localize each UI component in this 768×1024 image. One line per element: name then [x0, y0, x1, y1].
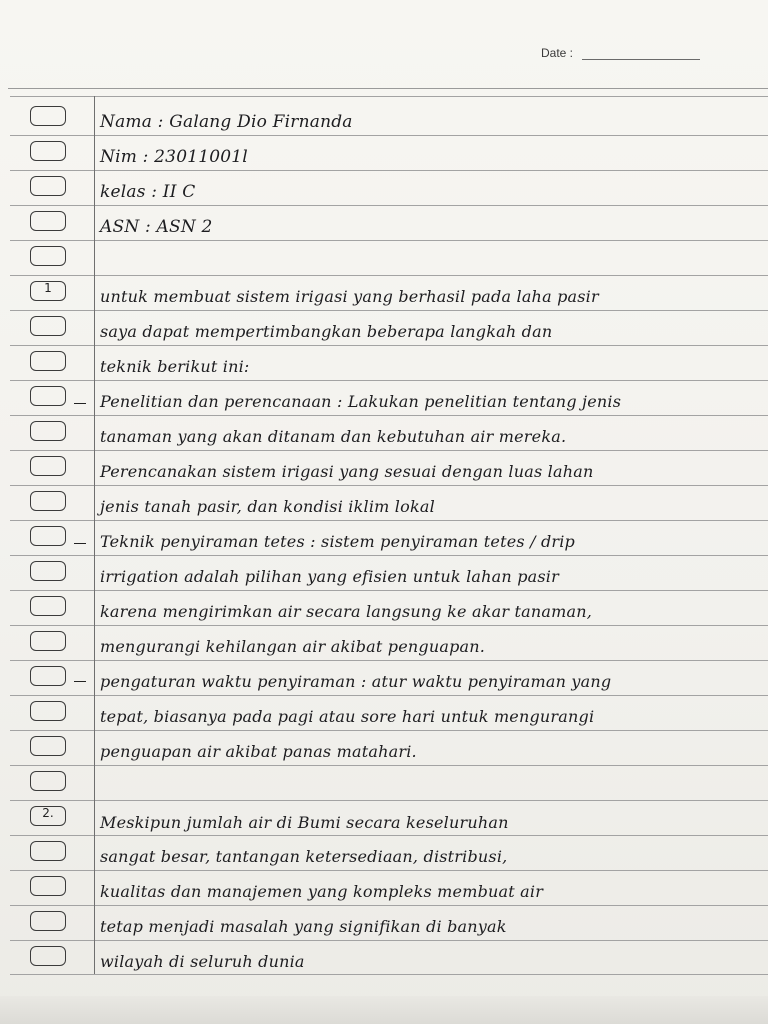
point1-line: tanaman yang akan ditanam dan kebutuhan air mereka.	[100, 427, 567, 446]
checkbox-label: 2.	[42, 806, 54, 820]
checkbox[interactable]	[30, 491, 66, 511]
checkbox[interactable]	[30, 526, 66, 546]
ruled-line	[10, 310, 768, 311]
date-label: Date :	[541, 46, 574, 60]
bullet-dash	[74, 403, 86, 404]
point2-line: mengurangi kehilangan air akibat penguapan.	[100, 637, 486, 656]
checkbox[interactable]	[30, 736, 66, 756]
ruled-line	[10, 520, 768, 521]
checkbox[interactable]	[30, 596, 66, 616]
checkbox[interactable]	[30, 246, 66, 266]
checkbox[interactable]	[30, 911, 66, 931]
student-class: kelas : II C	[100, 182, 196, 202]
ruled-line	[10, 96, 768, 97]
student-asn: ASN : ASN 2	[100, 217, 213, 237]
point1-line: Perencanakan sistem irigasi yang sesuai dengan luas lahan	[100, 462, 594, 481]
checkbox[interactable]	[30, 841, 66, 861]
point3-line: pengaturan waktu penyiraman : atur waktu penyiraman yang	[100, 672, 612, 691]
checkbox[interactable]	[30, 106, 66, 126]
checkbox[interactable]	[30, 211, 66, 231]
checkbox[interactable]	[30, 946, 66, 966]
ruled-line	[10, 905, 768, 906]
ruled-line	[10, 345, 768, 346]
ruled-line	[10, 625, 768, 626]
student-name: Nama : Galang Dio Firnanda	[100, 112, 353, 132]
checkbox[interactable]	[30, 771, 66, 791]
checkbox[interactable]	[30, 386, 66, 406]
checkbox[interactable]	[30, 351, 66, 371]
checkbox[interactable]	[30, 701, 66, 721]
point1-line: jenis tanah pasir, dan kondisi iklim lokal	[100, 497, 435, 516]
checkbox[interactable]	[30, 176, 66, 196]
ruled-line	[10, 590, 768, 591]
checkbox[interactable]	[30, 421, 66, 441]
page-bottom-edge	[0, 996, 768, 1024]
ruled-line	[10, 415, 768, 416]
point2-line: Teknik penyiraman tetes : sistem penyiraman tetes / drip	[100, 532, 576, 551]
ruled-line	[10, 450, 768, 451]
ruled-line	[10, 800, 768, 801]
date-line	[582, 59, 700, 60]
ruled-line	[10, 974, 768, 975]
point3-line: tepat, biasanya pada pagi atau sore hari untuk mengurangi	[100, 707, 595, 726]
answer2-line: sangat besar, tantangan ketersediaan, distribusi,	[100, 847, 508, 866]
ruled-line	[10, 485, 768, 486]
bullet-dash	[74, 681, 86, 682]
ruled-line	[10, 135, 768, 136]
checkbox-question-1[interactable]	[30, 281, 66, 301]
answer2-line: tetap menjadi masalah yang signifikan di banyak	[100, 917, 507, 936]
checkbox[interactable]	[30, 316, 66, 336]
point2-line: karena mengirimkan air secara langsung ke akar tanaman,	[100, 602, 593, 621]
header-rule	[8, 88, 768, 89]
answer2-line: wilayah di seluruh dunia	[100, 952, 305, 971]
ruled-line	[10, 940, 768, 941]
ruled-line	[10, 730, 768, 731]
checkbox-question-2[interactable]	[30, 806, 66, 826]
answer1-line: teknik berikut ini:	[100, 357, 250, 376]
ruled-line	[10, 240, 768, 241]
ruled-line	[10, 695, 768, 696]
checkbox[interactable]	[30, 456, 66, 476]
answer2-line: Meskipun jumlah air di Bumi secara keseluruhan	[100, 813, 509, 832]
checkbox[interactable]	[30, 561, 66, 581]
ruled-line	[10, 870, 768, 871]
checkbox[interactable]	[30, 876, 66, 896]
checkbox[interactable]	[30, 141, 66, 161]
ruled-line	[10, 380, 768, 381]
margin-line	[94, 96, 95, 974]
ruled-line	[10, 275, 768, 276]
student-nim: Nim : 23011001l	[100, 147, 248, 167]
ruled-line	[10, 765, 768, 766]
answer1-line: saya dapat mempertimbangkan beberapa langkah dan	[100, 322, 553, 341]
answer2-line: kualitas dan manajemen yang kompleks membuat air	[100, 882, 544, 901]
point1-line: Penelitian dan perencanaan : Lakukan penelitian tentang jenis	[100, 392, 622, 411]
ruled-line	[10, 835, 768, 836]
checkbox[interactable]	[30, 666, 66, 686]
ruled-line	[10, 205, 768, 206]
answer1-line: untuk membuat sistem irigasi yang berhasil pada laha pasir	[100, 287, 599, 306]
point3-line: penguapan air akibat panas matahari.	[100, 742, 417, 761]
ruled-line	[10, 660, 768, 661]
ruled-line	[10, 555, 768, 556]
ruled-line	[10, 170, 768, 171]
point2-line: irrigation adalah pilihan yang efisien untuk lahan pasir	[100, 567, 559, 586]
checkbox-label: 1	[44, 281, 52, 295]
bullet-dash	[74, 543, 86, 544]
checkbox[interactable]	[30, 631, 66, 651]
